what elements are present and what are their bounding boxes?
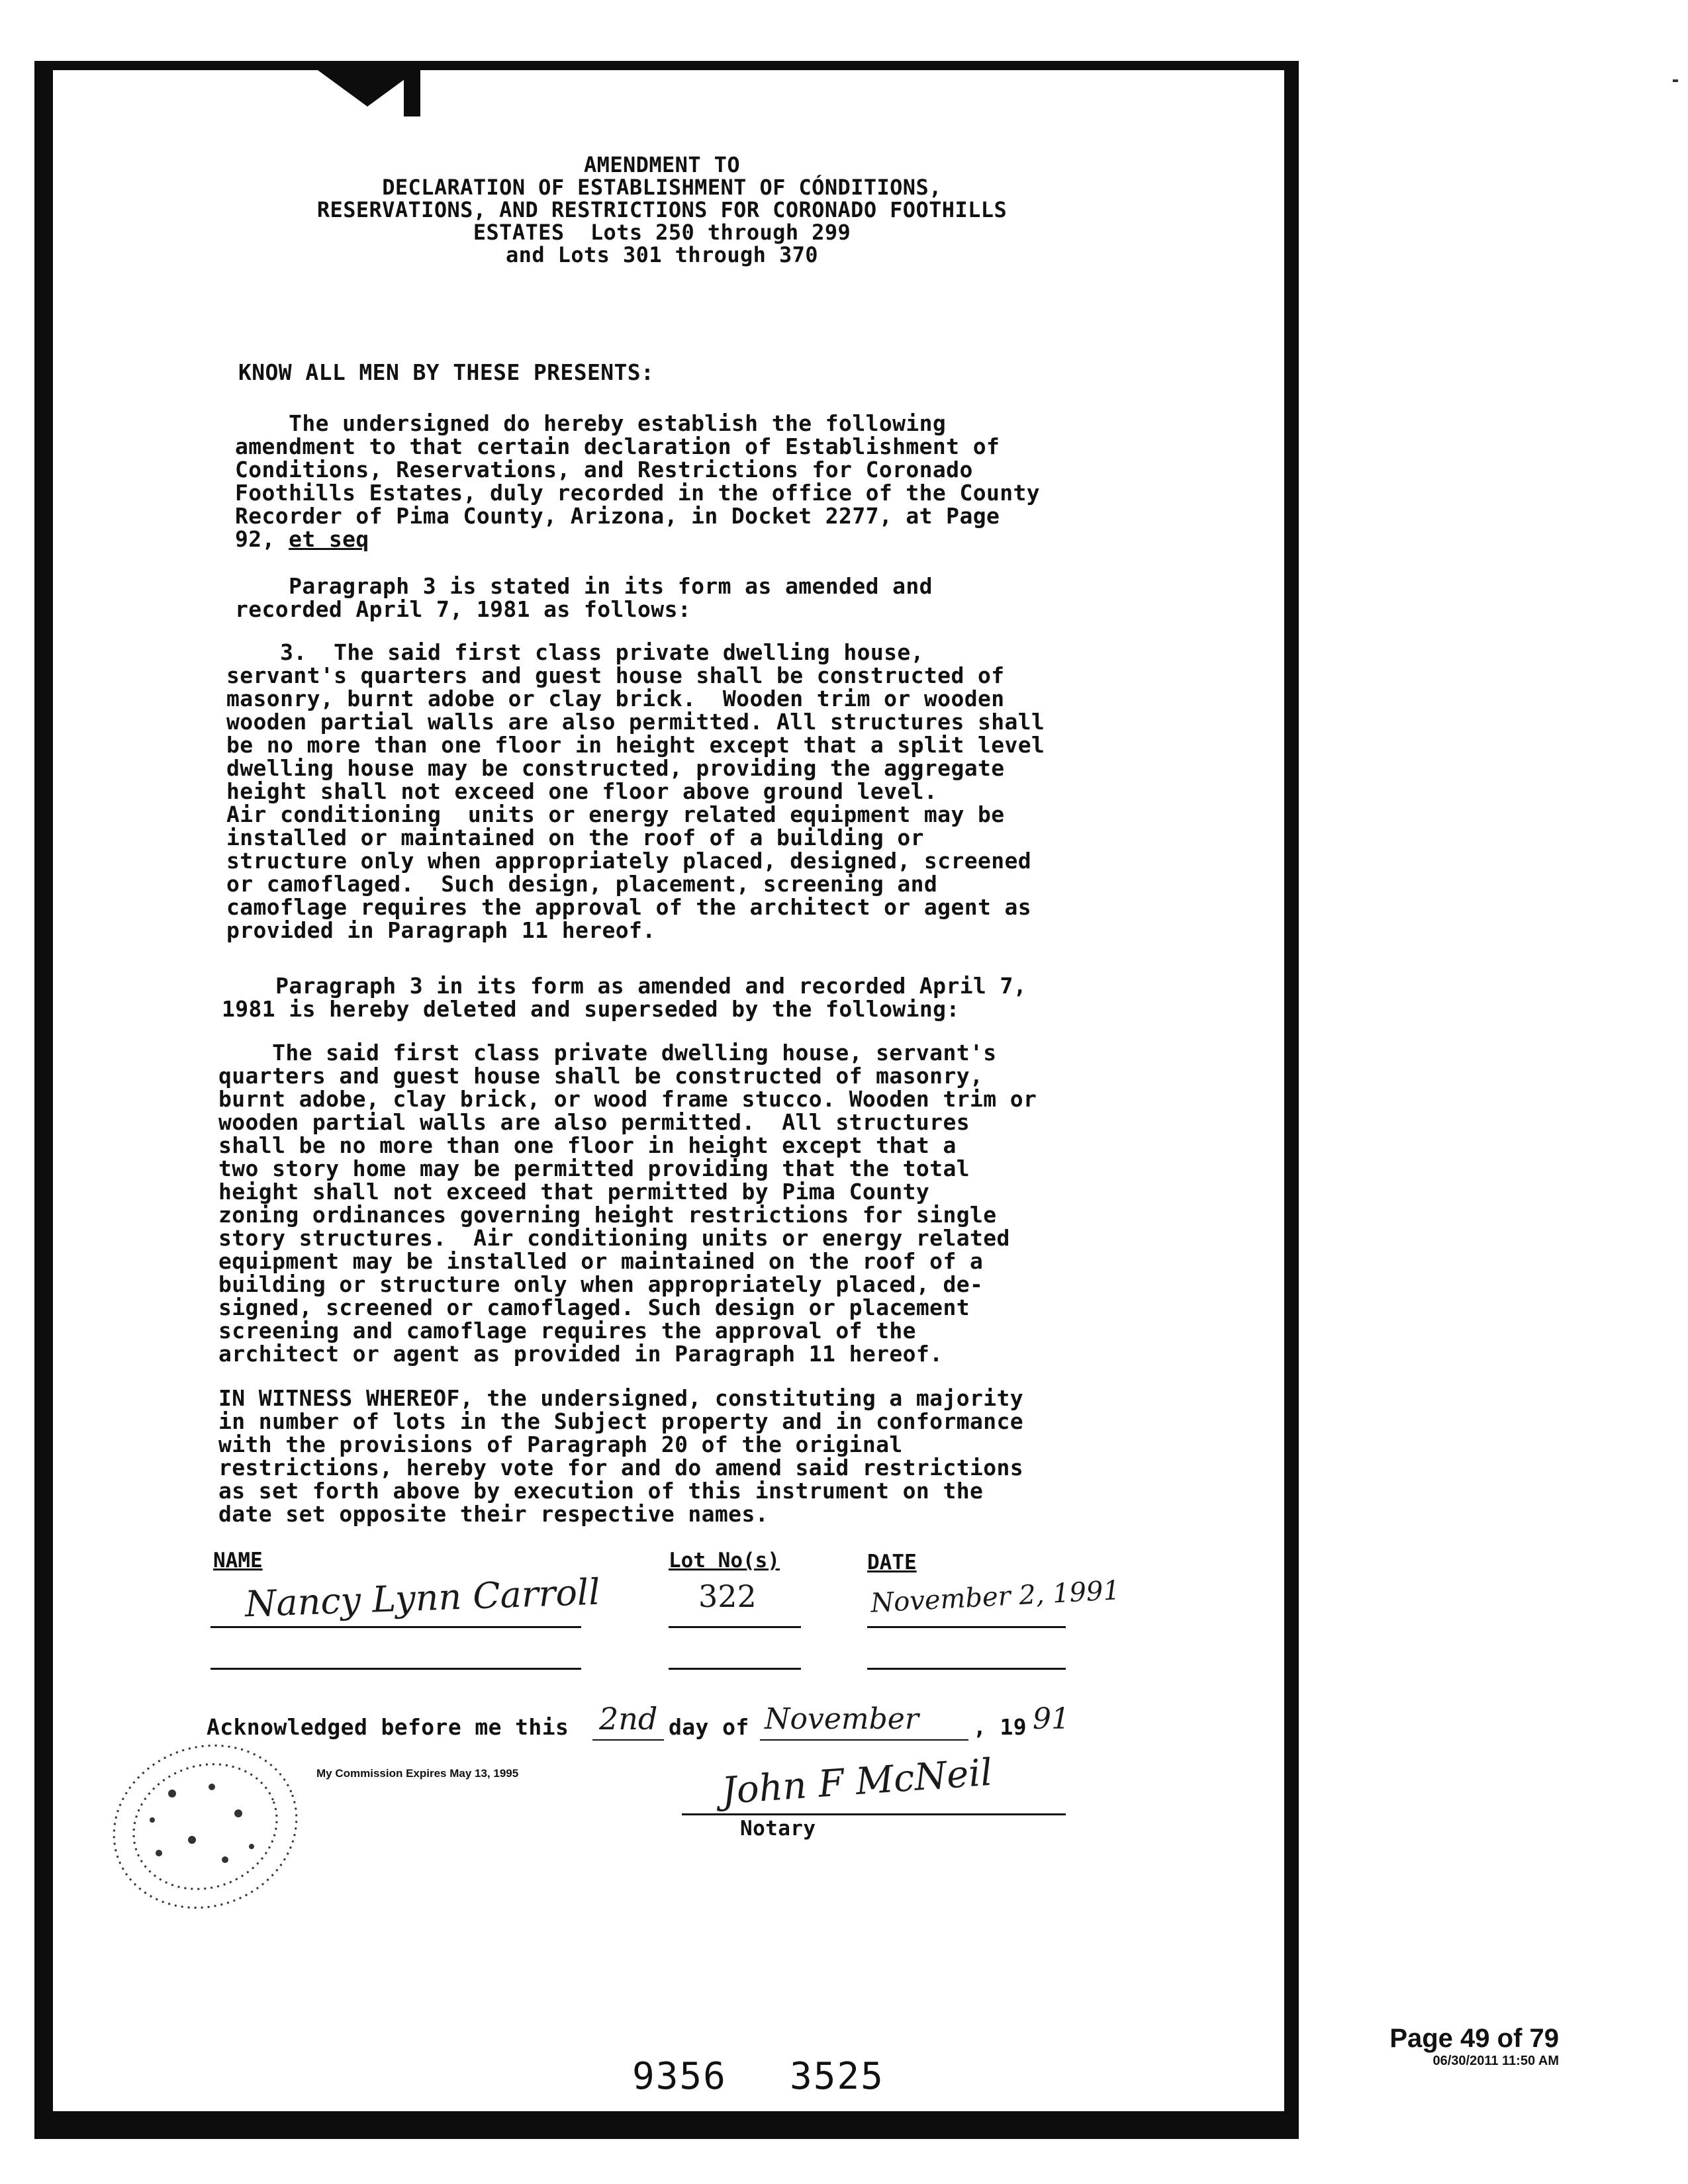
notary-signature: John F McNeil bbox=[720, 1751, 994, 1813]
scan-notch-mark bbox=[404, 70, 420, 116]
paragraph-original-3: 3. The said first class private dwelling house, servant's quarters and guest house shall be constructed of masonry, burnt adobe or clay brick. Wooden trim or wooden wooden partial walls are also permitted. All structures shall be no more than one floor in height except that a split level dwelling house may be constructed, providing the aggregate height shall not exceed one floor above ground level. Air conditioning units or energy related equipment may be installed or maintained on the roof of a building or structure only when appropriately placed, designed, screened or camoflaged. Such design, placement, screening and camoflage requires the approval of the architect or agent as provided in Paragraph 11 hereof. bbox=[226, 639, 1045, 943]
ack-day-text: day of bbox=[669, 1714, 749, 1740]
paragraph-witness: IN WITNESS WHEREOF, the undersigned, constituting a majority in number of lots in the Subject property and in conformance with the provisions of Paragraph 20 of the original restrictions, hereby vote for and do amend said restrictions as set forth above by execution of this instrument on the date set opposite their respective names. bbox=[218, 1385, 1024, 1527]
scan-artifact bbox=[1673, 79, 1678, 82]
page-timestamp: 06/30/2011 11:50 AM bbox=[1432, 2054, 1559, 2068]
date-line bbox=[867, 1626, 1066, 1628]
notary-seal-image bbox=[73, 1727, 324, 1926]
date-column-label: DATE bbox=[867, 1551, 917, 1574]
lot-number-value: 322 bbox=[698, 1578, 757, 1614]
signature-line-2 bbox=[211, 1668, 581, 1670]
page-footer bbox=[1389, 2024, 1559, 2069]
name-column-label: NAME bbox=[213, 1549, 263, 1572]
ack-month-value: November bbox=[765, 1702, 919, 1736]
title-line: and Lots 301 through 370 bbox=[506, 242, 818, 267]
date-line-2 bbox=[867, 1668, 1066, 1670]
document-title bbox=[199, 154, 1125, 266]
paragraph-new-3: The said first class private dwelling house, servant's quarters and guest house shall be constructed of masonry, burnt adobe, clay brick, or wood frame stucco. Wooden trim or wooden partial walls are also permitted. All structures shall be no more than one floor in height except that a two story home may be permitted providing that the total height shall not exceed that permitted by Pima County zoning ordinances governing height restrictions for single story structures. Air conditioning units or energy related equipment may be installed or maintained on the roof of a building or structure only when appropriately placed, de- signed, screened or camoflaged. Such design or placement screening and camoflage requires the approval of the architect or agent as provided in Paragraph 11 hereof. bbox=[218, 1040, 1037, 1367]
ack-year-value: 91 bbox=[1033, 1702, 1070, 1736]
title-line: ESTATES Lots 250 through 299 bbox=[473, 220, 851, 245]
page-number: Page 49 of 79 bbox=[1389, 2024, 1559, 2053]
notary-label: Notary bbox=[740, 1817, 816, 1841]
owner-signature: Nancy Lynn Carroll bbox=[244, 1570, 601, 1625]
lot-line-2 bbox=[669, 1668, 801, 1670]
recording-docket: 9356 bbox=[632, 2055, 727, 2098]
ack-year-prefix: , 19 bbox=[973, 1714, 1027, 1740]
notary-line bbox=[682, 1813, 1066, 1815]
signature-line bbox=[211, 1626, 581, 1628]
recording-page: 3525 bbox=[790, 2055, 884, 2098]
paragraph-intro: The undersigned do hereby establish the following amendment to that certain declaration of Establishment of Conditions, Reservations, and Restrictions for Coronado Foothills Estates, duly recorded in the office of the County Recorder of Pima County, Arizona, in Docket 2277, at Page 92, et seq bbox=[235, 410, 1041, 552]
paragraph-stated: Paragraph 3 is stated in its form as amended and recorded April 7, 1981 as follows: bbox=[235, 573, 933, 622]
salutation: KNOW ALL MEN BY THESE PRESENTS: bbox=[238, 359, 655, 385]
paragraph-deleted: Paragraph 3 in its form as amended and recorded April 7, 1981 is hereby deleted and superseded by the following: bbox=[222, 973, 1027, 1022]
date-value: November 2, 1991 bbox=[870, 1575, 1121, 1619]
title-line: RESERVATIONS, AND RESTRICTIONS FOR CORONADO FOOTHILLS bbox=[316, 197, 1008, 222]
lot-line bbox=[669, 1626, 801, 1628]
scan-notch bbox=[318, 70, 417, 107]
ack-month-line bbox=[760, 1739, 968, 1741]
title-line: AMENDMENT TO bbox=[584, 152, 740, 177]
lot-column-label: Lot No(s) bbox=[669, 1549, 780, 1572]
ack-day-line bbox=[592, 1739, 664, 1741]
commission-expiry: My Commission Expires May 13, 1995 bbox=[316, 1767, 519, 1780]
acknowledgment-prefix: Acknowledged before me this bbox=[207, 1714, 569, 1740]
ack-day-value: 2nd bbox=[599, 1701, 658, 1737]
title-line: DECLARATION OF ESTABLISHMENT OF CÓNDITIONS, bbox=[382, 175, 942, 200]
